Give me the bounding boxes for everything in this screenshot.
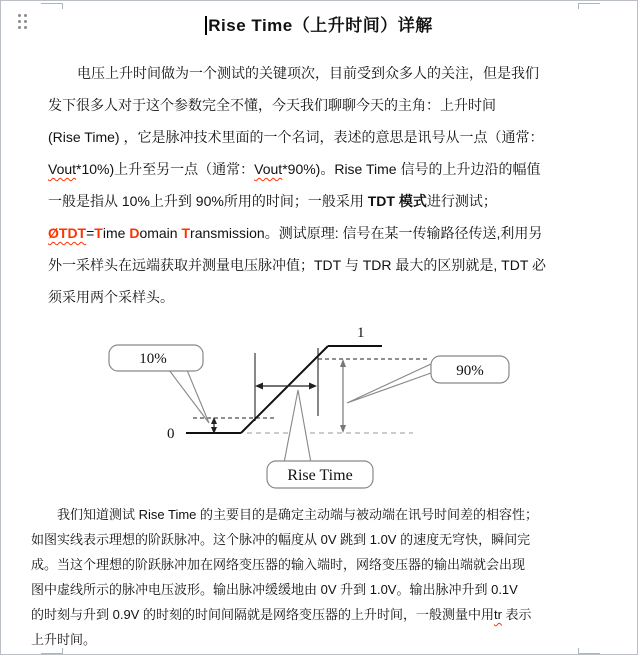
text-line [48,121,608,153]
reference-dashed-lines [193,359,428,433]
text-segment: 外一采样头在远端获取并测量电压脉冲值；TDT 与 TDR 最大的区别就是, TDT 必 [48,257,547,273]
text-line [31,527,631,552]
text-segment: *90%)。Rise Time 信号的上升边沿的幅值 [282,161,541,177]
text-line [31,552,631,577]
callout-90-percent[interactable] [347,356,509,403]
text-segment: 电压上升时间做为一个测试的关键项次，目前受到众多人的关注，但是我们 [77,65,539,81]
text-segment: TDT 模式 [367,193,427,209]
step-waveform [186,346,382,433]
text-segment: 进行测试； [426,193,497,209]
text-segment: 发下很多人对于这个参数完全不懂，今天我们聊聊今天的主角：上升时间 [48,97,496,113]
paragraph-intro[interactable] [48,57,608,313]
text-segment: (Rise Time) ，它是脉冲技术里面的一个名词，表述的意思是讯号从一点（通常： [48,129,544,145]
text-segment: T [94,225,103,241]
text-segment: tr [493,607,502,622]
rise-time-diagram [1,316,638,496]
page-title-text: Rise Time（上升时间）详解 [208,16,433,35]
text-line [31,577,631,602]
paragraph-explanation[interactable] [31,502,631,652]
text-segment: *10%)上升至另一点（通常： [76,161,255,177]
text-segment: 一般是指从 10%上升到 90%所用的时间；一般采用 [48,193,368,209]
text-segment: 须采用两个采样头。 [48,289,174,305]
text-segment: 我们知道测试 Rise Time 的主要目的是确定主动端与被动端在讯号时间差的相容性； [57,507,539,522]
text-segment: 如图实线表示理想的阶跃脉冲。这个脉冲的幅度从 0V 跳到 1.0V 的速度无穹快，瞬间完 [31,532,531,547]
text-segment: Vout [48,161,77,177]
text-segment: ransmission。测试原理: 信号在某一传输路径传送,利用另 [190,225,543,241]
text-segment: 图中虚线所示的脉冲电压波形。输出脉冲缓缓地由 0V 升到 1.0V。输出脉冲升到 0.1V [31,582,518,597]
amplitude-arrow [340,359,346,433]
text-segment: 的时刻与升到 0.9V 的时刻的时间间隔就是网络变压器的上升时间，一般测量中用 [31,607,494,622]
label-level-zero: 0 [167,426,175,442]
page-title [1,11,637,36]
text-segment: Vout [254,161,283,177]
text-segment: 上升时间。 [31,632,97,647]
text-segment: ØTDT [48,225,87,241]
callout-10-percent[interactable] [109,345,209,423]
callout-rise-time-label: Rise Time [287,467,353,484]
text-segment: T [181,225,191,241]
text-segment: ime [102,225,130,241]
text-segment: = [86,225,95,241]
text-line [31,502,631,527]
text-line [48,217,608,249]
text-cursor-icon [205,16,207,35]
text-segment: D [129,225,140,241]
ten-percent-amplitude-arrow [211,417,217,434]
text-line [48,153,608,185]
text-segment: 成。当这个理想的阶跃脉冲加在网络变压器的输入端时，网络变压器的输出端就会出现 [31,557,526,572]
text-line [48,89,608,121]
text-line [48,57,608,89]
text-segment: omain [139,225,182,241]
callout-90-percent-label: 90% [456,363,484,379]
text-segment: 表示 [501,607,532,622]
text-line [31,602,631,627]
text-line [48,249,608,281]
callout-10-percent-label: 10% [139,351,167,367]
margin-crop-mark [578,3,600,9]
label-level-one: 1 [357,325,365,341]
text-line [31,627,631,652]
callout-rise-time[interactable] [267,390,373,488]
text-line [48,281,608,313]
text-line [48,185,608,217]
margin-crop-mark [41,3,63,9]
